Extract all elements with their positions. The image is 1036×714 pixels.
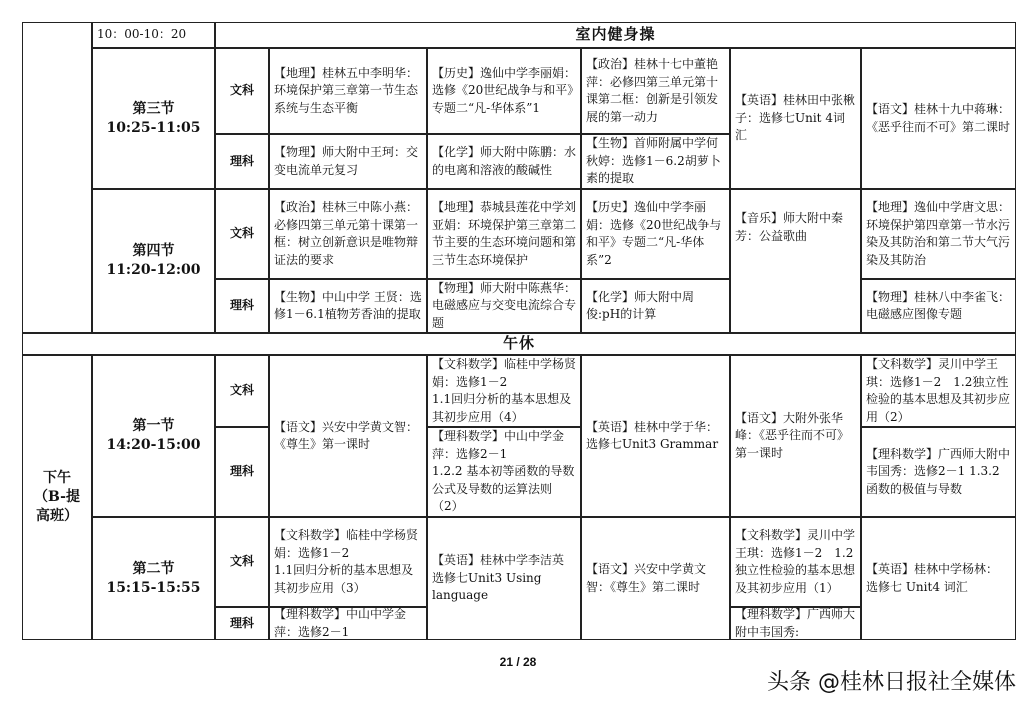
p3-english: 【英语】桂林田中张楸子：选修七Unit 4词汇 [730, 48, 861, 189]
a1-math-arts: 【文科数学】临桂中学杨贤娟：选修1－2 1.1回归分析的基本思想及其初步应用（4） [427, 355, 581, 427]
p4-arts-history: 【历史】逸仙中学李丽娟：选修《20世纪战争与和平》专题二“凡-华体系”2 [581, 189, 730, 279]
p4-sci-chem: 【化学】师大附中周俊:pH的计算 [581, 279, 730, 333]
schedule-table [22, 22, 1016, 640]
a2-math-sci2: 【理科数学】广西师大附中韦国秀: [730, 607, 861, 640]
period-3 [92, 48, 215, 189]
track-arts-p4: 文科 [215, 189, 269, 279]
a1-chinese: 【语文】兴安中学黄文智：《尊生》第一课时 [269, 355, 427, 517]
a2-english2: 【英语】桂林中学杨林： 选修七 Unit4 词汇 [861, 517, 1016, 640]
track-arts-a1: 文科 [215, 355, 269, 427]
lunch-break: 午休 [22, 333, 1016, 355]
page-number: 21 / 28 [499, 655, 537, 669]
a1-chinese2: 【语文】大附外张华峰：《恶乎往而不可》第一课时 [730, 355, 861, 517]
p4-sci-bio: 【生物】中山中学 王贤：选修1－6.1植物芳香油的提取 [269, 279, 427, 333]
period-4-time: 11:20-12:00 [106, 262, 201, 278]
track-sci-p3: 理科 [215, 134, 269, 189]
a2-math-arts2: 【文科数学】灵川中学王琪：选修1－2 1.2独立性检验的基本思想及其初步应用（1） [730, 517, 861, 607]
period-a2 [92, 517, 215, 640]
p4-arts-politics: 【政治】桂林三中陈小燕：必修四第三单元第十课第一框：树立创新意识是唯物辩证法的要求 [269, 189, 427, 279]
track-arts-p3: 文科 [215, 48, 269, 134]
p4-arts-geo2: 【地理】逸仙中学唐文思：环境保护第四章第一节水污染及其防治和第二节大气污染及其防治 [861, 189, 1016, 279]
period-a1-name: 第一节 [132, 418, 175, 434]
watermark: 头条 @桂林日报社全媒体 [767, 670, 1016, 695]
period-3-time: 10:25-11:05 [106, 119, 201, 136]
activity-title: 室内健身操 [215, 22, 1016, 48]
a2-english: 【英语】桂林中学李洁英 选修七Unit3 Using language [427, 517, 581, 640]
a2-math-arts: 【文科数学】临桂中学杨贤娟：选修1－2 1.1回归分析的基本思想及其初步应用（3） [269, 517, 427, 607]
period-a2-name: 第二节 [132, 560, 175, 577]
period-a1 [92, 355, 215, 517]
p3-sci-bio: 【生物】首师附属中学何秋婷：选修1－6.2胡萝卜素的提取 [581, 134, 730, 189]
p3-arts-history: 【历史】逸仙中学李丽娟：选修《20世纪战争与和平》专题二“凡-华体系”1 [427, 48, 581, 134]
track-sci-a1: 理科 [215, 427, 269, 517]
a2-chinese: 【语文】兴安中学黄文智：《尊生》第二课时 [581, 517, 730, 640]
a1-math-sci: 【理科数学】中山中学金 萍：选修2－1 1.2.2 基本初等函数的导数公式及导数的运算法则（2） [427, 427, 581, 517]
p4-sci-physics2: 【物理】桂林八中李雀飞：电磁感应图像专题 [861, 279, 1016, 333]
p4-arts-geo: 【地理】恭城县莲花中学刘亚娟：环境保护第三章第二节主要的生态环境问题和第三节生态环境保护 [427, 189, 581, 279]
a2-math-sci: 【理科数学】中山中学金 萍：选修2－1 [269, 607, 427, 640]
p4-sci-physics: 【物理】师大附中陈燕华：电磁感应与交变电流综合专题 [427, 279, 581, 333]
a1-english: 【英语】桂林中学于华：选修七Unit3 Grammar [581, 355, 730, 517]
a1-math-sci2: 【理科数学】广西师大附中韦国秀：选修2－1 1.3.2函数的极值与导数 [861, 427, 1016, 517]
p3-arts-politics: 【政治】桂林十七中董艳萍：必修四第三单元第十课第二框：创新是引领发展的第一动力 [581, 48, 730, 134]
track-sci-a2: 理科 [215, 607, 269, 640]
afternoon-label: 下午 （B-提 高班） [22, 355, 92, 640]
track-arts-a2: 文科 [215, 517, 269, 607]
period-a2-time: 15:15-15:55 [106, 579, 201, 596]
p3-sci-chem: 【化学】师大附中陈鹏：水的电离和溶液的酸碱性 [427, 134, 581, 189]
p3-arts-geo: 【地理】桂林五中李明华：环境保护第三章第一节生态系统与生态平衡 [269, 48, 427, 134]
track-sci-p4: 理科 [215, 279, 269, 333]
p3-chinese: 【语文】桂林十九中蒋琳：《恶乎往而不可》第二课时 [861, 48, 1016, 189]
time-slot: 10：00-10：20 [92, 22, 215, 48]
p4-music: 【音乐】师大附中秦芳：公益歌曲 [730, 189, 861, 333]
blank-cell-morning [22, 22, 92, 333]
period-3-name: 第三节 [132, 100, 175, 117]
a1-math-arts2: 【文科数学】灵川中学王琪：选修1－2 1.2独立性检验的基本思想及其初步应用（2） [861, 355, 1016, 427]
period-4 [92, 189, 215, 333]
period-4-name: 第四节 [132, 243, 175, 259]
period-a1-time: 14:20-15:00 [106, 437, 201, 453]
p3-sci-physics: 【物理】师大附中王珂：交变电流单元复习 [269, 134, 427, 189]
